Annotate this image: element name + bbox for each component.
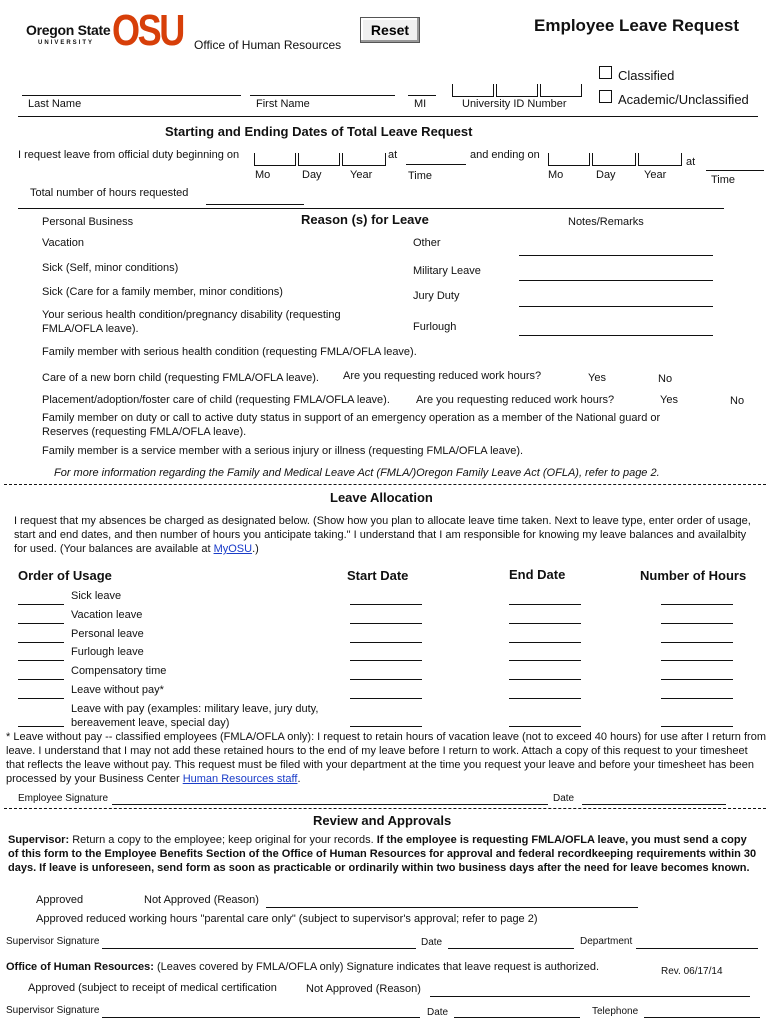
form-title: Employee Leave Request — [534, 16, 740, 35]
reduced-no-1[interactable]: No — [658, 373, 673, 385]
end-day-label: Day — [596, 169, 616, 181]
univ-id-box-2[interactable] — [496, 84, 538, 97]
fmla-info: For more information regarding the Family and Medical Leave Act (FMLA/)Oregon Family Leave Act (OFLA), refer to page 2. — [54, 467, 660, 479]
univ-id-box-1[interactable] — [452, 84, 494, 97]
leave-type-label: Compensatory time — [71, 665, 167, 677]
mi-label: MI — [414, 98, 427, 110]
leave-type-label: Furlough leave — [71, 646, 144, 658]
first-name-field[interactable] — [250, 95, 395, 96]
employee-signature-label: Employee Signature — [18, 793, 109, 804]
univ-id-box-3[interactable] — [540, 84, 582, 97]
supervisor-signature-field[interactable] — [102, 948, 416, 949]
not-approved-option[interactable]: Not Approved (Reason) — [144, 894, 259, 906]
end-mo-box[interactable] — [548, 153, 590, 166]
revision-date: Rev. 06/17/14 — [661, 966, 723, 977]
not-approved-reason-field[interactable] — [266, 907, 638, 908]
reduced-yes-1[interactable]: Yes — [588, 372, 606, 384]
allocation-heading: Leave Allocation — [330, 490, 433, 505]
classified-checkbox[interactable] — [599, 66, 612, 79]
divider — [4, 484, 766, 485]
allocation-intro-end: .) — [252, 543, 259, 555]
mi-field[interactable] — [408, 95, 436, 96]
ohr-label: Office of Human Resources: — [6, 961, 154, 973]
begin-day-box[interactable] — [298, 153, 340, 166]
leave-type-label: Leave with pay (examples: military leave, jury duty, bereavement leave, special day) — [71, 703, 319, 729]
supervisor-date-field[interactable] — [448, 948, 574, 949]
logo-university: UNIVERSITY — [38, 40, 95, 46]
start-date-field[interactable] — [350, 660, 422, 661]
telephone-field[interactable] — [644, 1017, 760, 1018]
reason-sick-family[interactable]: Sick (Care for a family member, minor conditions) — [42, 286, 283, 298]
divider — [18, 208, 724, 209]
first-name-label: First Name — [256, 98, 310, 110]
lwop-note — [6, 730, 766, 786]
start-date-field[interactable] — [350, 698, 422, 699]
hr-staff-link[interactable]: Human Resources staff — [182, 773, 298, 785]
academic-label: Academic/Unclassified — [618, 92, 749, 107]
begin-at-label: at — [388, 149, 398, 161]
number-of-hours-field[interactable] — [661, 623, 733, 624]
end-date-field[interactable] — [509, 604, 581, 605]
number-of-hours-field[interactable] — [661, 679, 733, 680]
end-date-field[interactable] — [509, 726, 581, 727]
other-notes-field[interactable] — [519, 255, 713, 256]
ohr-text: (Leaves covered by FMLA/OFLA only) Signature indicates that leave request is authorized. — [153, 961, 600, 973]
order-of-usage-field[interactable] — [18, 604, 64, 605]
order-of-usage-field[interactable] — [18, 623, 64, 624]
reduced-yes-2[interactable]: Yes — [660, 394, 678, 406]
number-of-hours-field[interactable] — [661, 698, 733, 699]
order-of-usage-field[interactable] — [18, 679, 64, 680]
approved-option[interactable]: Approved — [36, 894, 84, 906]
begin-day-label: Day — [302, 169, 322, 181]
col-order: Order of Usage — [18, 568, 112, 583]
supervisor-instructions — [8, 833, 760, 875]
supervisor-signature-label-2: Supervisor Signature — [6, 1005, 100, 1016]
notes-label: Notes/Remarks — [568, 216, 644, 228]
academic-checkbox[interactable] — [599, 90, 612, 103]
reason-placement[interactable]: Placement/adoption/foster care of child (requesting FMLA/OFLA leave). — [42, 394, 390, 406]
start-date-field[interactable] — [350, 642, 422, 643]
order-of-usage-field[interactable] — [18, 642, 64, 643]
reason-furlough[interactable]: Furlough — [413, 321, 457, 333]
end-date-field[interactable] — [509, 660, 581, 661]
supervisor-signature-label: Supervisor Signature — [6, 936, 100, 947]
reason-serious[interactable]: Your serious health condition/pregnancy disability (requesting FMLA/OFLA leave). — [42, 309, 341, 335]
number-of-hours-field[interactable] — [661, 660, 733, 661]
furlough-notes-field[interactable] — [519, 335, 713, 336]
telephone-label: Telephone — [592, 1006, 639, 1017]
supervisor-bold-text: If the employee is requesting FMLA/OFLA leave, you must send a copy of this form to the Employee Benefits Section of the Office of Human Resources for approval and federal recordkeeping requirements within 30 days. If leave is unforeseen, send form as soon as practicable or ordinarily within two business days after the need for leave becomes known. — [8, 834, 757, 874]
begin-year-label: Year — [350, 169, 373, 181]
total-hours-field[interactable] — [206, 204, 304, 205]
lwop-note-end: . — [297, 773, 301, 785]
supervisor-text: Return a copy to the employee; keep original for your records. — [69, 834, 377, 846]
parental-option[interactable]: Approved reduced working hours "parental care only" (subject to supervisor's approval; refer to page 2) — [36, 913, 538, 925]
reason-military[interactable]: Military Leave — [413, 265, 481, 277]
supervisor-date-field-2[interactable] — [454, 1017, 580, 1018]
begin-mo-box[interactable] — [254, 153, 296, 166]
begin-mo-label: Mo — [255, 169, 271, 181]
not-approved-reason-field-2[interactable] — [430, 996, 750, 997]
reason-other[interactable]: Other — [413, 237, 441, 249]
military-notes-field[interactable] — [519, 280, 713, 281]
end-year-box[interactable] — [638, 153, 682, 166]
and-ending-label: and ending on — [470, 149, 540, 161]
not-approved-option-2[interactable]: Not Approved (Reason) — [306, 983, 421, 995]
order-of-usage-field[interactable] — [18, 726, 64, 727]
reason-newborn[interactable]: Care of a new born child (requesting FMLA/OFLA leave). — [42, 372, 319, 384]
begin-time-field[interactable] — [406, 164, 466, 165]
allocation-intro — [14, 514, 758, 556]
start-date-field[interactable] — [350, 604, 422, 605]
number-of-hours-field[interactable] — [661, 726, 733, 727]
leave-type-label: Personal leave — [71, 628, 144, 640]
univ-id-label: University ID Number — [462, 98, 567, 110]
last-name-field[interactable] — [22, 95, 241, 96]
col-hours: Number of Hours — [640, 568, 747, 583]
request-begin-label: I request leave from official duty beginning on — [18, 149, 240, 161]
end-year-label: Year — [644, 169, 667, 181]
allocation-intro-text: I request that my absences be charged as designated below. (Show how you plan to allocate leave time taken. Next to leave type, enter order of usage, start and end dates, and then number of hours you anticipate taking." I understand that I am responsible for knowing my leave balances and availalbity for used. (Your balances are available at — [14, 515, 751, 555]
reduced-hours-question-2: Are you requesting reduced work hours? — [416, 394, 615, 406]
start-date-field[interactable] — [350, 726, 422, 727]
reason-service-member[interactable]: Family member is a service member with a serious injury or illness (requesting FMLA/OFLA leave). — [42, 445, 524, 457]
end-date-field[interactable] — [509, 698, 581, 699]
reason-sick-self[interactable]: Sick (Self, minor conditions) — [42, 262, 179, 274]
supervisor-label: Supervisor: — [8, 834, 70, 846]
end-date-field[interactable] — [509, 642, 581, 643]
reason-heading: Reason (s) for Leave — [301, 212, 429, 227]
col-start: Start Date — [347, 568, 409, 583]
dates-heading: Starting and Ending Dates of Total Leave Request — [165, 124, 473, 139]
end-time-label: Time — [711, 174, 736, 186]
reduced-hours-question-1: Are you requesting reduced work hours? — [343, 370, 542, 382]
end-date-field[interactable] — [509, 679, 581, 680]
leave-type-label: Sick leave — [71, 590, 122, 602]
supervisor-date-label-2: Date — [427, 1007, 449, 1018]
reason-family-serious[interactable]: Family member with serious health condition (requesting FMLA/OFLA leave). — [42, 346, 417, 358]
divider — [18, 116, 758, 117]
department-field[interactable] — [636, 948, 758, 949]
department-label: Department — [580, 936, 633, 947]
leave-type-label: Leave without pay* — [71, 684, 164, 696]
logo-mark: OSU — [112, 6, 183, 55]
end-day-box[interactable] — [592, 153, 636, 166]
end-date-field[interactable] — [509, 623, 581, 624]
ohr-note — [6, 961, 599, 973]
myosu-link[interactable]: MyOSU — [213, 543, 253, 555]
col-end: End Date — [509, 567, 566, 582]
lwop-note-text: * Leave without pay -- classified employees (FMLA/OFLA only): I request to retain hours of vacation leave (not to exceed 40 hours) for use after I return from leave. I understand that I may not add these retained hours to the end of my leave before I return to work. Attach a copy of this request to your timesheet that reflects the leave without pay. This request must be filed with your department at the time you request your leave and before your timesheet has been processed by your Business Center — [6, 731, 766, 785]
begin-year-box[interactable] — [342, 153, 386, 166]
reduced-no-2[interactable]: No — [730, 395, 745, 407]
classified-label: Classified — [618, 68, 675, 83]
supervisor-signature-field-2[interactable] — [102, 1017, 420, 1018]
office-name: Office of Human Resources — [194, 38, 342, 52]
reason-jury[interactable]: Jury Duty — [413, 290, 460, 302]
number-of-hours-field[interactable] — [661, 642, 733, 643]
supervisor-date-label: Date — [421, 937, 443, 948]
number-of-hours-field[interactable] — [661, 604, 733, 605]
end-at-label: at — [686, 156, 696, 168]
logo-name: Oregon State — [26, 22, 111, 38]
total-hours-label: Total number of hours requested — [30, 187, 189, 199]
reason-personal[interactable]: Personal Business — [42, 216, 134, 228]
leave-type-label: Vacation leave — [71, 609, 143, 621]
divider — [4, 808, 766, 809]
begin-time-label: Time — [408, 170, 433, 182]
last-name-label: Last Name — [28, 98, 82, 110]
reset-button[interactable]: Reset — [360, 17, 420, 43]
order-of-usage-field[interactable] — [18, 698, 64, 699]
end-mo-label: Mo — [548, 169, 564, 181]
employee-date-label: Date — [553, 793, 575, 804]
review-heading: Review and Approvals — [313, 813, 452, 828]
reason-active-duty[interactable]: Family member on duty or call to active duty status in support of an emergency operation as a member of the National guard or Reserves (requesting FMLA/OFLA leave). — [42, 412, 661, 438]
employee-date-field[interactable] — [582, 804, 726, 805]
end-time-field[interactable] — [706, 170, 764, 171]
jury-notes-field[interactable] — [519, 306, 713, 307]
approved-med-option[interactable]: Approved (subject to receipt of medical certification — [28, 982, 277, 994]
order-of-usage-field[interactable] — [18, 660, 64, 661]
start-date-field[interactable] — [350, 623, 422, 624]
employee-signature-field[interactable] — [112, 804, 548, 805]
reason-vacation[interactable]: Vacation — [42, 237, 84, 249]
start-date-field[interactable] — [350, 679, 422, 680]
